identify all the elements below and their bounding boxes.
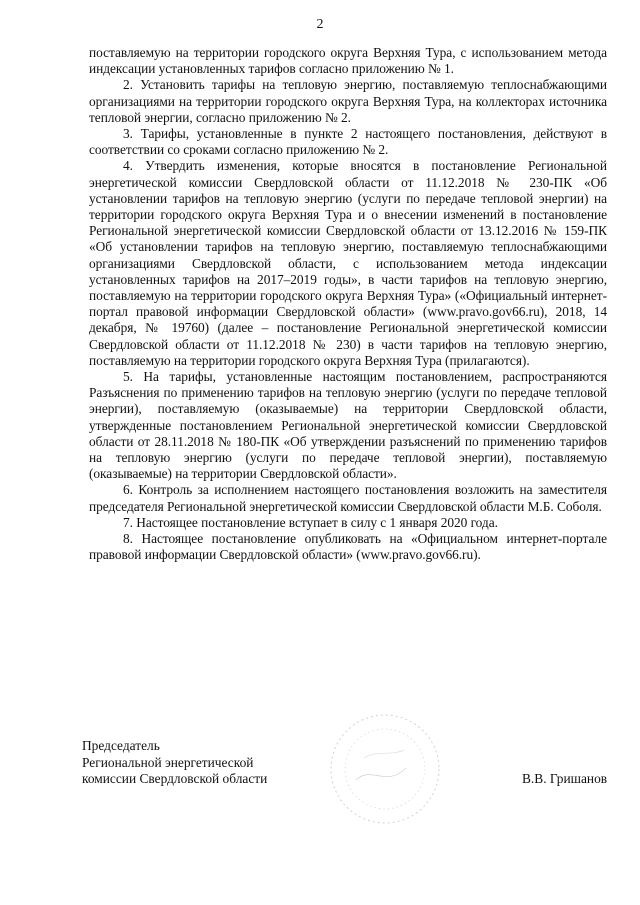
signatory-name: В.В. Гришанов: [522, 771, 608, 786]
paragraph-item-7: 7. Настоящее постановление вступает в силу с 1 января 2020 года.: [123, 514, 498, 530]
paragraph-item-2: 2. Установить тарифы на тепловую энергию, поставляемую теплоснабжающими организациями на территории городского округа Верхняя Тура, на коллекторах источника тепловой энергии, согласно приложению № 2.: [89, 77, 607, 125]
paragraph-continuation: поставляемую на территории городского округа Верхняя Тура, с использованием метода индексации установленных тарифов согласно приложению № 1.: [89, 45, 607, 77]
paragraph-item-8: 8. Настоящее постановление опубликовать на «Официальном интернет-портале правовой информации Свердловской области» (www.pravo.gov66.ru).: [89, 531, 607, 563]
paragraph-item-3: 3. Тарифы, установленные в пункте 2 настоящего постановления, действуют в соответствии со сроками согласно приложению № 2.: [89, 126, 607, 158]
signatory-position-line: комиссии Свердловской области: [82, 771, 268, 786]
paragraph-item-6: 6. Контроль за исполнением настоящего постановления возложить на заместителя председателя Региональной энергетической комиссии Свердловской области М.Б. Соболя.: [89, 482, 607, 514]
signatory-position-line: Председатель: [82, 738, 160, 753]
paragraph-item-4: 4. Утвердить изменения, которые вносятся в постановление Региональной энергетической комиссии Свердловской области от 11.12.2018 № 230-ПК «Об установлении тарифов на тепловую энергию (услуги по передаче тепловой энергии) на территории городского округа Верхняя Тура и о внесении изменений в постановление Региональной энергетической комиссии Свердловской области от 13.12.2016 № 159-ПК «Об установлении тарифов на тепловую энергию, поставляемую теплоснабжающими организациями Свердловской области, с использованием метода индексации установленных тарифов на 2017–2019 годы», в части тарифов на тепловую энергию, поставляемую на территории городского округа Верхняя Тура» («Официальный интернет-портал правовой информации Свердловской области» (www.pravo.gov66.ru), 2018, 14 декабря, № 19760) (далее – постановление Региональной энергетической комиссии Свердловской области от 11.12.2018 № 230) в части тарифов на тепловую энергию, поставляемую на территории городского округа Верхняя Тура (прилагаются).: [89, 158, 607, 368]
signatory-position-line: Региональной энергетической: [82, 754, 254, 770]
document-body: [89, 45, 607, 564]
page-number: 2: [316, 17, 324, 32]
signature-block: [82, 738, 608, 788]
paragraph-item-5: 5. На тарифы, установленные настоящим постановлением, распространяются Разъяснения по применению тарифов на тепловую энергию (услуги по передаче тепловой энергии), поставляемую (оказываемые) на территории Свердловской области, утвержденные постановлением Региональной энергетической комиссии Свердловской области от 28.11.2018 № 180-ПК «Об утверждении разъяснений по применению тарифов на тепловую энергию (услуги по передаче тепловой энергии), поставляемую (оказываемые) на территории Свердловской области».: [89, 369, 607, 482]
